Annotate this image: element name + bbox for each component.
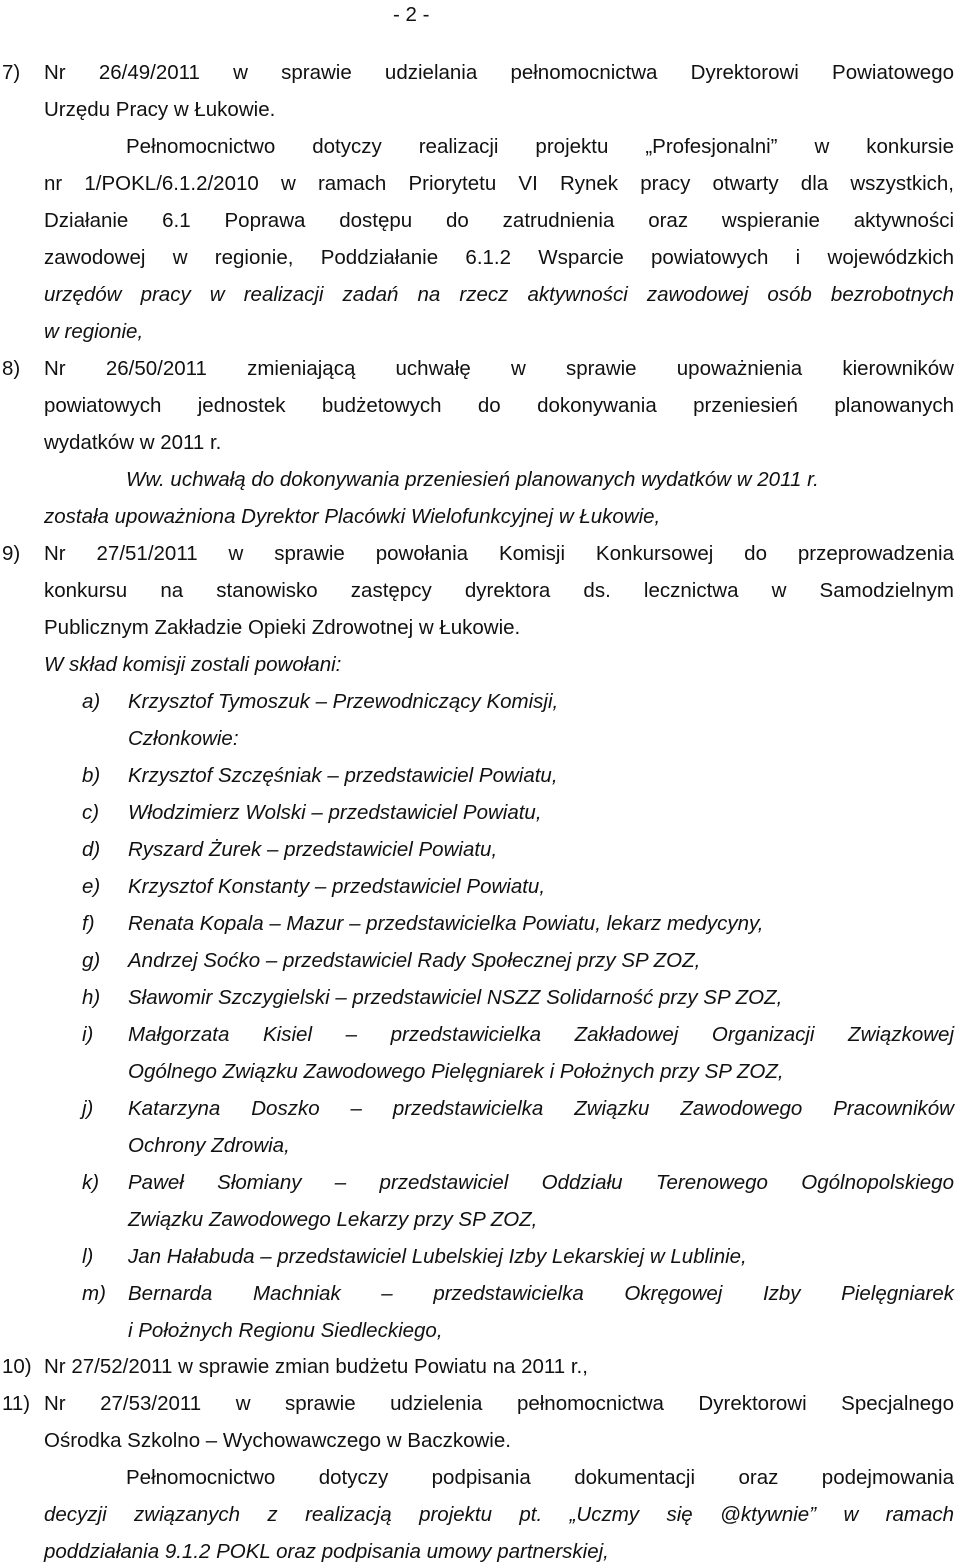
item-11-note-line-2: decyzji związanych z realizacją projektu pt. „Uczmy się @ktywnie” w ramach [44, 1503, 954, 1526]
item-11-note-line-3: poddziałania 9.1.2 POKL oraz podpisania umowy partnerskiej, [44, 1540, 609, 1563]
item-7-note-line-5: urzędów pracy w realizacji zadań na rzecz aktywności zawodowej osób bezrobotnych [44, 283, 954, 306]
member-entry-line: Bernarda Machniak – przedstawicielka Okręgowej Izby Pielęgniarek [128, 1282, 954, 1305]
member-letter: a) [82, 690, 101, 713]
members-subheading: Członkowie: [128, 727, 239, 750]
page-number: - 2 - [393, 3, 430, 26]
item-7-line-2: Urzędu Pracy w Łukowie. [44, 98, 276, 121]
item-11-line-1: Nr 27/53/2011 w sprawie udzielenia pełnomocnictwa Dyrektorowi Specjalnego [44, 1392, 954, 1415]
member-entry-line: Renata Kopala – Mazur – przedstawicielka Powiatu, lekarz medycyny, [128, 912, 764, 935]
member-entry-line: Włodzimierz Wolski – przedstawiciel Powiatu, [128, 801, 542, 824]
member-letter: f) [82, 912, 95, 935]
member-entry-line: Andrzej Soćko – przedstawiciel Rady Społecznej przy SP ZOZ, [128, 949, 701, 972]
item-7-note-line-3: Działanie 6.1 Poprawa dostępu do zatrudnienia oraz wspieranie aktywności [44, 209, 954, 232]
member-entry-line: Jan Hałabuda – przedstawiciel Lubelskiej Izby Lekarskiej w Lublinie, [128, 1245, 747, 1268]
member-entry-line: Krzysztof Konstanty – przedstawiciel Powiatu, [128, 875, 546, 898]
member-entry-line: Krzysztof Tymoszuk – Przewodniczący Komisji, [128, 690, 559, 713]
item-7-note-line-2: nr 1/POKL/6.1.2/2010 w ramach Priorytetu VI Rynek pracy otwarty dla wszystkich, [44, 172, 954, 195]
member-entry-line: Ochrony Zdrowia, [128, 1134, 290, 1157]
item-7-note-line-4: zawodowej w regionie, Poddziałanie 6.1.2 Wsparcie powiatowych i wojewódzkich [44, 246, 954, 269]
item-8-line-1: Nr 26/50/2011 zmieniającą uchwałę w sprawie upoważnienia kierowników [44, 357, 954, 380]
item-9-line-3: Publicznym Zakładzie Opieki Zdrowotnej w Łukowie. [44, 616, 521, 639]
member-letter: b) [82, 764, 101, 787]
member-letter: g) [82, 949, 101, 972]
member-letter: l) [82, 1245, 94, 1268]
item-7-line-1: Nr 26/49/2011 w sprawie udzielania pełnomocnictwa Dyrektorowi Powiatowego [44, 61, 954, 84]
item-number-11: 11) [2, 1392, 31, 1415]
committee-intro: W skład komisji zostali powołani: [44, 653, 342, 676]
member-letter: d) [82, 838, 101, 861]
member-entry-line: Krzysztof Szczęśniak – przedstawiciel Powiatu, [128, 764, 558, 787]
member-entry-line: i Położnych Regionu Siedleckiego, [128, 1319, 443, 1342]
member-letter: i) [82, 1023, 94, 1046]
item-9-line-2: konkursu na stanowisko zastępcy dyrektora ds. lecznictwa w Samodzielnym [44, 579, 954, 602]
member-letter: j) [82, 1097, 94, 1120]
item-8-note-line-2: została upoważniona Dyrektor Placówki Wielofunkcyjnej w Łukowie, [44, 505, 661, 528]
member-entry-line: Związku Zawodowego Lekarzy przy SP ZOZ, [128, 1208, 538, 1231]
item-11-line-2: Ośrodka Szkolno – Wychowawczego w Baczkowie. [44, 1429, 511, 1452]
member-letter: k) [82, 1171, 100, 1194]
item-number-7: 7) [2, 61, 21, 84]
member-entry-line: Małgorzata Kisiel – przedstawicielka Zakładowej Organizacji Związkowej [128, 1023, 954, 1046]
item-8-line-2: powiatowych jednostek budżetowych do dokonywania przeniesień planowanych [44, 394, 954, 417]
member-entry-line: Sławomir Szczygielski – przedstawiciel NSZZ Solidarność przy SP ZOZ, [128, 986, 783, 1009]
member-letter: e) [82, 875, 101, 898]
member-letter: h) [82, 986, 101, 1009]
item-7-note-line-1: Pełnomocnictwo dotyczy realizacji projektu „Profesjonalni” w konkursie [126, 135, 954, 158]
item-11-note-line-1: Pełnomocnictwo dotyczy podpisania dokumentacji oraz podejmowania [126, 1466, 954, 1489]
member-letter: m) [82, 1282, 106, 1305]
member-entry-line: Ryszard Żurek – przedstawiciel Powiatu, [128, 838, 498, 861]
member-entry-line: Paweł Słomiany – przedstawiciel Oddziału Terenowego Ogólnopolskiego [128, 1171, 954, 1194]
item-number-9: 9) [2, 542, 21, 565]
member-letter: c) [82, 801, 100, 824]
item-number-8: 8) [2, 357, 21, 380]
item-7-note-line-6: w regionie, [44, 320, 144, 343]
item-9-line-1: Nr 27/51/2011 w sprawie powołania Komisji Konkursowej do przeprowadzenia [44, 542, 954, 565]
item-8-note-line-1: Ww. uchwałą do dokonywania przeniesień planowanych wydatków w 2011 r. [126, 468, 819, 491]
item-10-line-1: Nr 27/52/2011 w sprawie zmian budżetu Powiatu na 2011 r., [44, 1355, 588, 1378]
member-entry-line: Ogólnego Związku Zawodowego Pielęgniarek i Położnych przy SP ZOZ, [128, 1060, 784, 1083]
item-number-10: 10) [2, 1355, 32, 1378]
item-8-line-3: wydatków w 2011 r. [44, 431, 222, 454]
member-entry-line: Katarzyna Doszko – przedstawicielka Związku Zawodowego Pracowników [128, 1097, 954, 1120]
